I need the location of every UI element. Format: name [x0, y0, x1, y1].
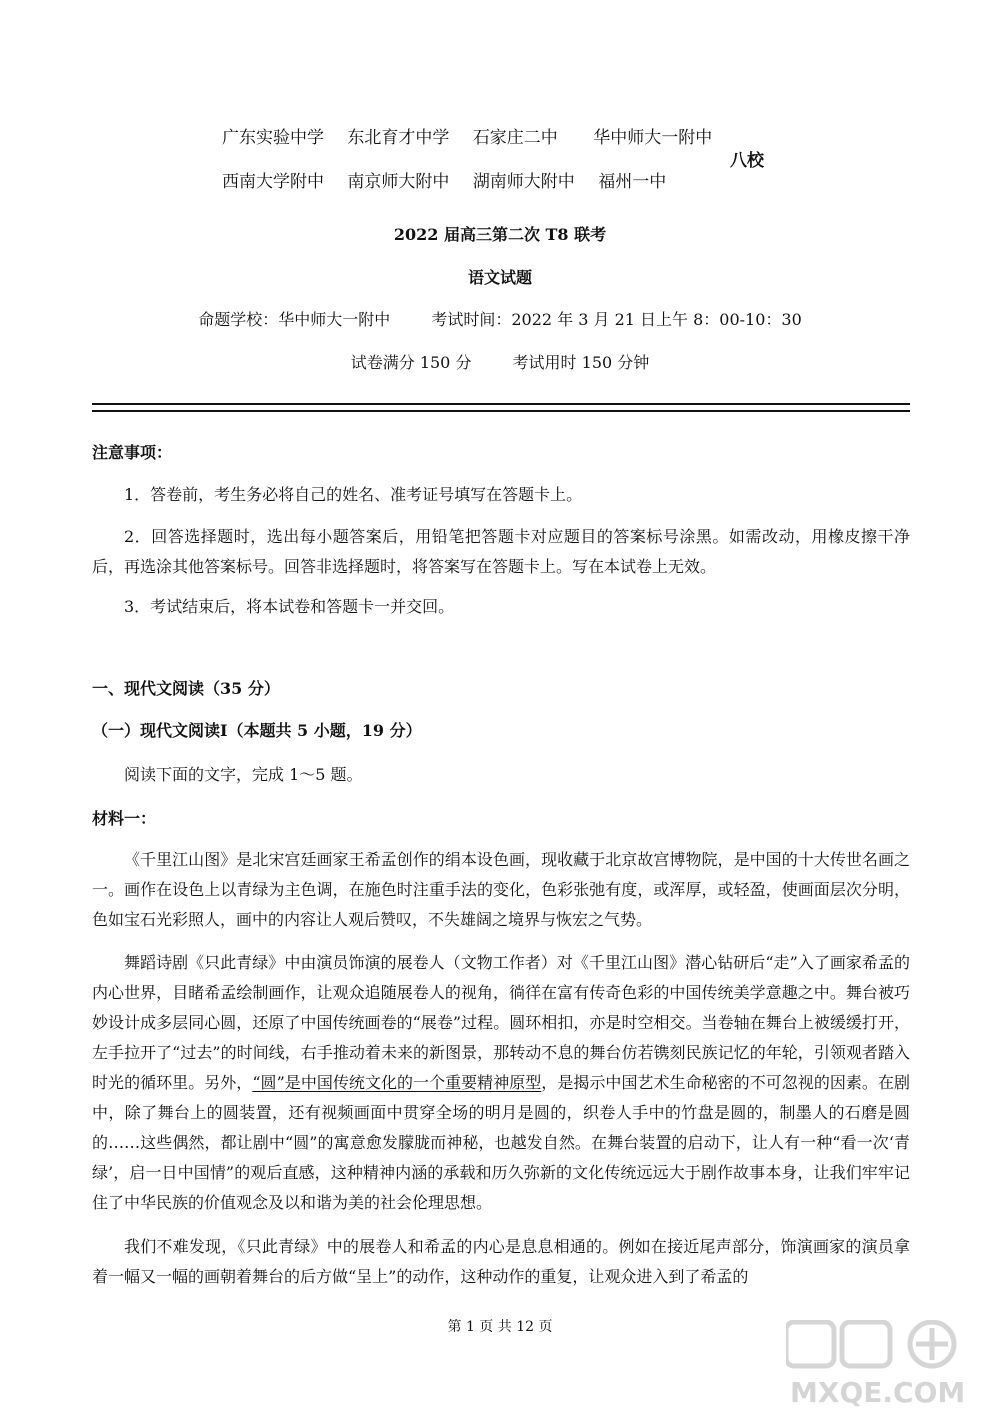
school-name: 华中师大一附中	[593, 128, 713, 148]
school-list	[222, 124, 730, 212]
school-name: 福州一中	[598, 172, 667, 192]
school-name: 西南大学附中	[222, 172, 324, 192]
notice-item: 1．答卷前，考生务必将自己的姓名、准考证号填写在答题卡上。	[124, 485, 583, 504]
school-name: 石家庄二中	[472, 128, 558, 148]
material-title: 材料一：	[92, 809, 157, 828]
reading-instruction: 阅读下面的文字，完成 1～5 题。	[124, 765, 363, 784]
school-name: 湖南师大附中	[472, 172, 575, 192]
exam-meta-line-2	[0, 350, 1000, 373]
divider-bottom	[92, 410, 910, 412]
school-row-1	[222, 124, 730, 168]
paragraph-2-text-b: ，是揭示中国艺术生命秘密的不可忽视的因素。在剧中，除了舞台上的圆装置，还有视频画面中贯穿全场的明月是圆的，织卷人手中的竹盘是圆的，制墨人的石磨是圆的……这些偶然，都让剧中“圆”的寓意愈发朦胧而神秘，也越发自然。在舞台装置的启动下，让人有一种“看一次‘青绿’，启一日中国情”的观后直感，这种精神内涵的承载和历久弥新的文化传统远远大于剧作故事本身，让我们牢牢记住了中华民族的价值观念及以和谐为美的社会伦理思想。	[92, 1073, 910, 1212]
underlined-phrase: “圆”是中国传统文化的一个重要精神原型	[252, 1073, 542, 1092]
subject-title: 语文试题	[467, 268, 532, 287]
exam-duration: 考试用时 150 分钟	[512, 353, 650, 372]
notice-item: 2．回答选择题时，选出每小题答案后，用铅笔把答题卡对应题目的答案标号涂黑。如需改动，用橡皮擦干净后，再选涂其他答案标号。回答非选择题时，将答案写在答题卡上。写在本试卷上无效。	[92, 527, 910, 576]
paragraph-2	[92, 948, 910, 1218]
subsection-title: （一）现代文阅读Ⅰ（本题共 5 小题，19 分）	[92, 721, 422, 740]
school-row-2	[222, 168, 730, 212]
notice-item: 3．考试结束后，将本试卷和答题卡一并交回。	[124, 597, 455, 616]
setter-school: 命题学校：华中师大一附中	[198, 310, 391, 329]
paragraph-3: 我们不难发现，《只此青绿》中的展卷人和希孟的内心是息息相通的。例如在接近尾声部分，饰演画家的演员拿着一幅又一幅的画朝着舞台的后方做“呈上”的动作，这种动作的重复，让观众进入到了希孟的	[92, 1237, 910, 1286]
divider-top	[92, 403, 910, 405]
exam-title: 2022 届高三第二次 T8 联考	[393, 225, 607, 244]
watermark-text: MXQE.COM	[790, 1376, 966, 1408]
full-score: 试卷满分 150 分	[350, 353, 472, 372]
watermark-logo	[786, 1320, 992, 1408]
notice-title: 注意事项：	[92, 443, 173, 462]
school-name: 广东实验中学	[222, 128, 324, 148]
exam-meta-line-1	[0, 307, 1000, 330]
paragraph-2-text-a: 舞蹈诗剧《只此青绿》中由演员饰演的展卷人（文物工作者）对《千里江山图》潜心钻研后“走”入了画家希孟的内心世界，目睹希孟绘制画作，让观众追随展卷人的视角，徜徉在富有传奇色彩的中国传统美学意趣之中。舞台被巧妙设计成多层同心圆，还原了中国传统画卷的“展卷”过程。圆环相扣，亦是时空相交。当卷轴在舞台上被缓缓打开，左手拉开了“过去”的时间线，右手推动着未来的新图景，那转动不息的舞台仿若镌刻民族记忆的年轮，引领观者踏入时光的循环里。另外，	[92, 953, 910, 1092]
paragraph-1: 《千里江山图》是北宋宫廷画家王希孟创作的绢本设色画，现收藏于北京故宫博物院，是中国的十大传世名画之一。画作在设色上以青绿为主色调，在施色时注重手法的变化，色彩张弛有度，或浑厚，或轻盈，使画面层次分明，色如宝石光彩照人，画中的内容让人观后赞叹，不失雄阔之境界与恢宏之气势。	[92, 850, 910, 929]
schools-tag: 八校	[730, 151, 764, 171]
exam-time: 考试时间：2022 年 3 月 21 日上午 8：00-10：30	[431, 310, 802, 329]
school-name: 南京师大附中	[347, 172, 450, 192]
section-title: 一、现代文阅读（35 分）	[92, 679, 280, 698]
page-footer: 第 1 页 共 12 页	[447, 1319, 553, 1335]
school-name: 东北育才中学	[347, 128, 450, 148]
